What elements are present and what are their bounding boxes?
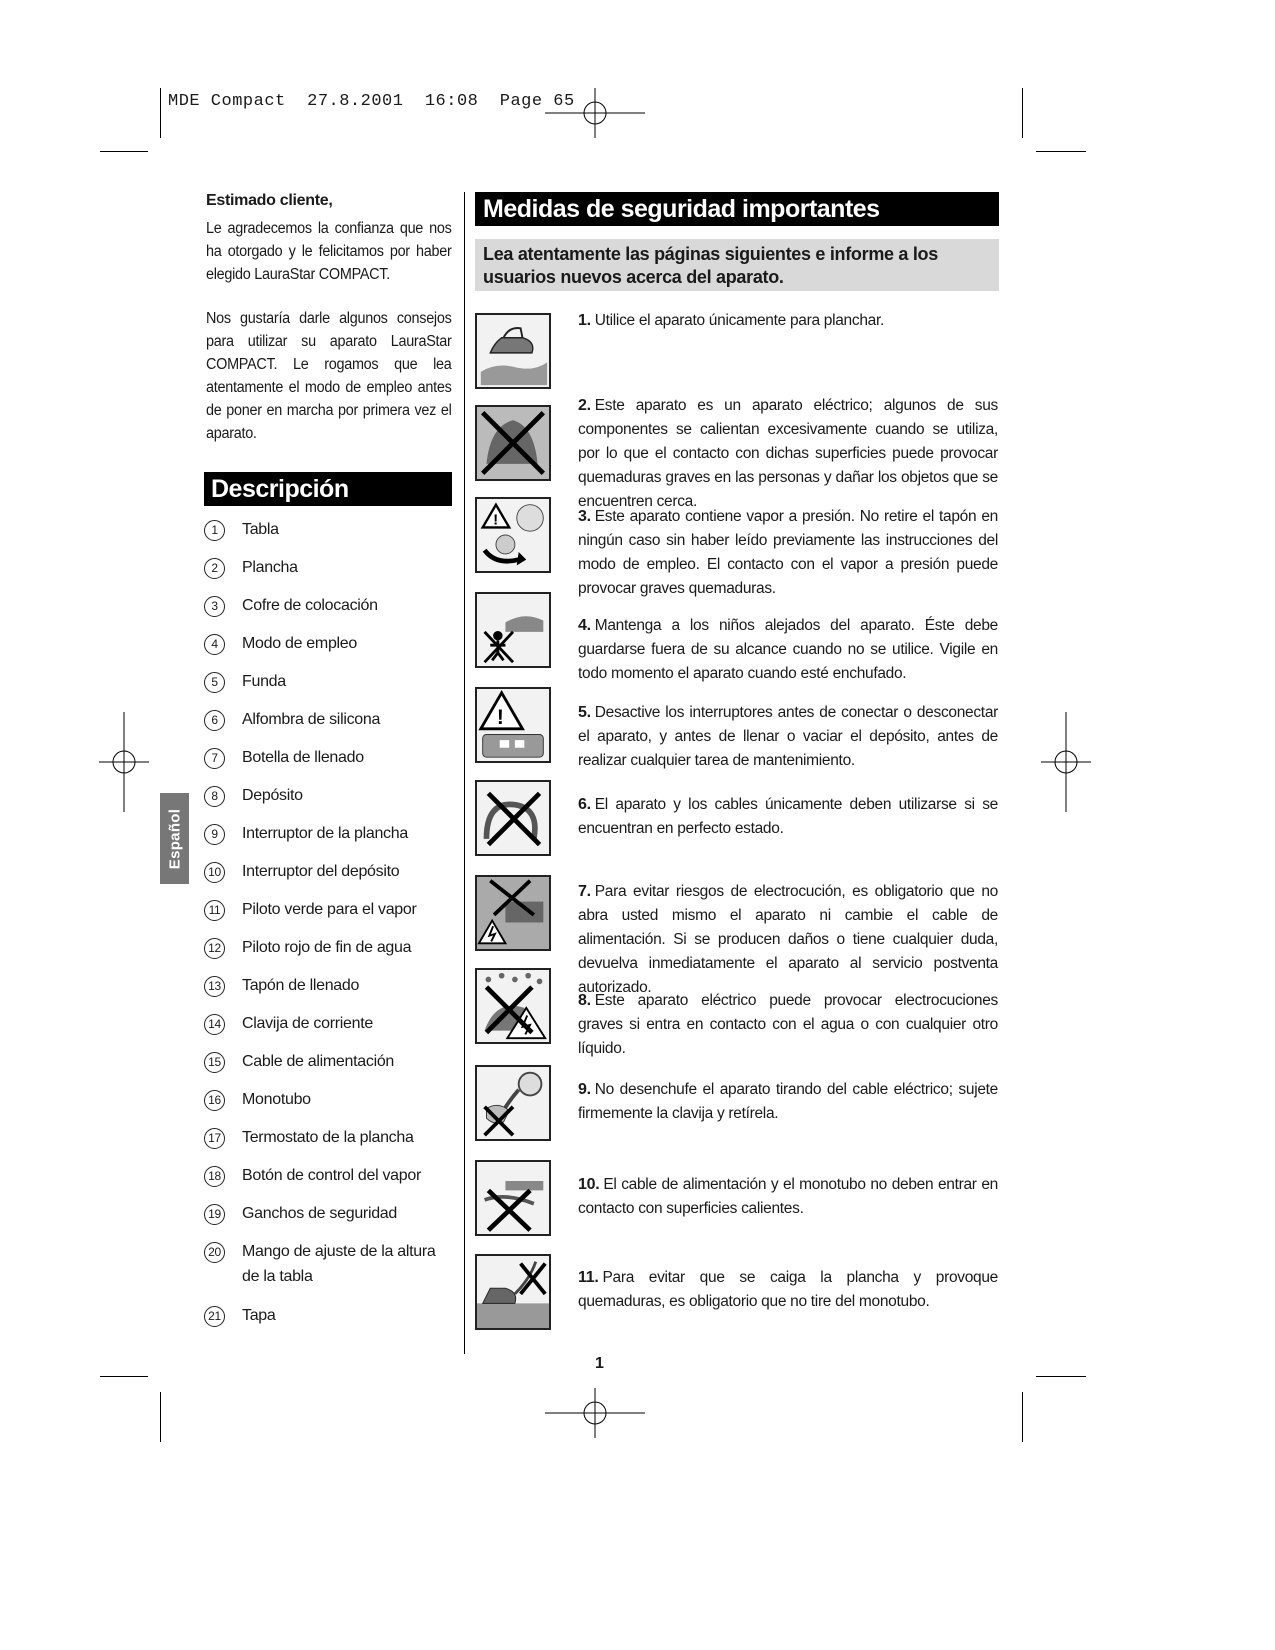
- item-number: 4: [204, 634, 225, 655]
- list-item: [204, 596, 442, 618]
- crop-mark: [1036, 1376, 1086, 1377]
- item-label: Piloto rojo de fin de agua: [242, 939, 412, 956]
- damaged-cable-prohibited-icon: [475, 780, 551, 856]
- registration-mark-icon: [1041, 712, 1091, 812]
- item-label: Funda: [242, 673, 286, 690]
- item-number: 14: [204, 1014, 225, 1035]
- registration-mark-icon: [545, 1388, 645, 1438]
- safety-item: [578, 309, 998, 333]
- item-number: 1: [204, 520, 225, 541]
- safety-item: [578, 701, 998, 773]
- safety-item: [578, 793, 998, 841]
- list-item: [204, 786, 442, 808]
- crop-mark: [1036, 151, 1086, 152]
- item-number: 7: [204, 748, 225, 769]
- item-label: Botón de control del vapor: [242, 1167, 421, 1184]
- item-number: 13: [204, 976, 225, 997]
- list-item: [204, 976, 442, 998]
- item-text: El aparato y los cables únicamente deben utilizarse si se encuentran en perfecto estado.: [578, 796, 998, 837]
- item-label: Cofre de colocación: [242, 597, 378, 614]
- item-text: Este aparato contiene vapor a presión. No retire el tapón en ningún caso sin haber leído previamente las instrucciones del modo de empleo. El contacto con el vapor a presión puede provocar graves quemaduras.: [578, 508, 998, 597]
- svg-text:!: !: [496, 706, 504, 730]
- item-label: Monotubo: [242, 1091, 311, 1108]
- safety-subheading: Lea atentamente las páginas siguientes e informe a los usuarios nuevos acerca del aparato.: [475, 239, 999, 291]
- item-number: 3: [204, 596, 225, 617]
- item-number: 9: [204, 824, 225, 845]
- registration-mark-icon: [545, 88, 645, 138]
- column-divider: [464, 192, 465, 1354]
- item-text: No desenchufe el aparato tirando del cable eléctrico; sujete firmemente la clavija y retírela.: [578, 1081, 998, 1122]
- item-number: 16: [204, 1090, 225, 1111]
- electrocution-risk-icon: [475, 875, 551, 951]
- cable-hot-surface-prohibited-icon: [475, 1160, 551, 1236]
- list-item: [204, 520, 442, 542]
- item-label: Clavija de corriente: [242, 1015, 373, 1032]
- item-number: 1.: [578, 312, 591, 329]
- svg-text:!: !: [493, 511, 499, 529]
- item-number: 8.: [578, 992, 591, 1009]
- registration-mark-icon: [99, 712, 149, 812]
- list-item: [204, 634, 442, 656]
- item-number: 9.: [578, 1081, 591, 1098]
- list-item: [204, 1306, 442, 1328]
- safety-heading: Medidas de seguridad importantes: [475, 192, 999, 226]
- safety-item: [578, 614, 998, 686]
- list-item: [204, 1014, 442, 1036]
- item-label: Interruptor de la plancha: [242, 825, 408, 842]
- safety-item: [578, 1173, 998, 1221]
- item-label: Mango de ajuste de la altura de la tabla: [242, 1243, 436, 1285]
- item-number: 10.: [578, 1176, 600, 1193]
- item-text: El cable de alimentación y el monotubo no deben entrar en contacto con superficies calientes.: [578, 1176, 998, 1217]
- crop-mark: [160, 1392, 161, 1442]
- item-text: Para evitar que se caiga la plancha y provoque quemaduras, es obligatorio que no tire del monotubo.: [578, 1269, 998, 1310]
- item-label: Plancha: [242, 559, 298, 576]
- item-number: 5.: [578, 704, 591, 721]
- item-number: 6.: [578, 796, 591, 813]
- item-label: Piloto verde para el vapor: [242, 901, 417, 918]
- hot-surface-prohibited-icon: [475, 405, 551, 481]
- safety-item: [578, 880, 998, 1000]
- item-number: 15: [204, 1052, 225, 1073]
- list-item: [204, 1166, 442, 1188]
- safety-item: [578, 1266, 998, 1314]
- list-item: [204, 1090, 442, 1112]
- item-number: 7.: [578, 883, 591, 900]
- unplug-by-cable-prohibited-icon: [475, 1065, 551, 1141]
- item-text: Este aparato eléctrico puede provocar electrocuciones graves si entra en contacto con el agua o con cualquier otro líquido.: [578, 992, 998, 1057]
- item-label: Botella de llenado: [242, 749, 364, 766]
- item-number: 4.: [578, 617, 591, 634]
- safety-item: [578, 505, 998, 601]
- list-item: [204, 1052, 442, 1074]
- switch-off-warning-icon: [475, 687, 551, 763]
- safety-item: [578, 394, 998, 514]
- language-tab-label: Español: [166, 808, 183, 869]
- item-text: Mantenga a los niños alejados del aparato. Éste debe guardarse fuera de su alcance cuando no se utilice. Vigile en todo momento el aparato cuando esté enchufado.: [578, 617, 998, 682]
- crop-mark: [100, 151, 148, 152]
- item-label: Depósito: [242, 787, 303, 804]
- list-item: [204, 710, 442, 732]
- item-text: Desactive los interruptores antes de conectar o desconectar el aparato, y antes de llenar o vaciar el depósito, antes de realizar cualquier tarea de mantenimiento.: [578, 704, 998, 769]
- intro-paragraph: Le agradecemos la confianza que nos ha otorgado y le felicitamos por haber elegido LauraStar COMPACT.: [206, 220, 452, 283]
- page-number: 1: [595, 1355, 604, 1372]
- safety-item: [578, 1078, 998, 1126]
- crop-mark: [100, 1376, 148, 1377]
- iron-on-board-icon: [475, 313, 551, 389]
- crop-mark: [1022, 1392, 1023, 1442]
- list-item: [204, 1204, 442, 1226]
- keep-away-children-icon: [475, 592, 551, 668]
- pull-monotube-prohibited-icon: [475, 1254, 551, 1330]
- item-number: 12: [204, 938, 225, 959]
- list-item: [204, 824, 442, 846]
- item-number: 8: [204, 786, 225, 807]
- item-label: Cable de alimentación: [242, 1053, 395, 1070]
- crop-mark: [1022, 88, 1023, 138]
- item-label: Tabla: [242, 521, 279, 538]
- list-item: [204, 862, 442, 884]
- water-electric-prohibited-icon: [475, 968, 551, 1044]
- list-item: [204, 938, 442, 960]
- item-label: Termostato de la plancha: [242, 1129, 414, 1146]
- item-number: 3.: [578, 508, 591, 525]
- item-number: 10: [204, 862, 225, 883]
- intro-paragraph: Nos gustaría darle algunos consejos para utilizar su aparato LauraStar COMPACT. Le rogamos que lea atentamente el modo de empleo antes de poner en marcha por primera vez el aparato.: [206, 310, 452, 442]
- item-label: Tapa: [242, 1307, 276, 1324]
- item-text: Utilice el aparato únicamente para planchar.: [594, 312, 884, 329]
- item-number: 11.: [578, 1269, 599, 1286]
- language-tab: [160, 793, 189, 884]
- printer-slug: MDE Compact 27.8.2001 16:08 Page 65: [168, 92, 575, 111]
- item-number: 17: [204, 1128, 225, 1149]
- item-number: 5: [204, 672, 225, 693]
- steam-pressure-warning-icon: [475, 497, 551, 573]
- list-item: [204, 558, 442, 580]
- item-label: Ganchos de seguridad: [242, 1205, 398, 1222]
- item-number: 18: [204, 1166, 225, 1187]
- item-text: Para evitar riesgos de electrocución, es obligatorio que no abra usted mismo el aparato ni cambie el cable de alimentación. Si se producen daños o tiene cualquier duda, devuelva inmediatamente el aparato al servicio postventa autorizado.: [578, 883, 998, 996]
- item-number: 2.: [578, 397, 591, 414]
- list-item: [204, 1128, 442, 1150]
- item-number: 19: [204, 1204, 225, 1225]
- item-text: Este aparato es un aparato eléctrico; algunos de sus componentes se calientan excesivamente cuando se utiliza, por lo que el contacto con dichas superficies puede provocar quemaduras graves en las personas y dañar los objetos que se encuentren cerca.: [578, 397, 998, 510]
- list-item: [204, 748, 442, 770]
- list-item: [204, 900, 442, 922]
- item-label: Interruptor del depósito: [242, 863, 400, 880]
- item-number: 11: [204, 900, 225, 921]
- list-item: [204, 1242, 442, 1289]
- list-item: [204, 672, 442, 694]
- item-number: 21: [204, 1306, 225, 1327]
- intro-title: Estimado cliente,: [206, 192, 333, 209]
- item-label: Tapón de llenado: [242, 977, 360, 994]
- safety-item: [578, 989, 998, 1061]
- item-label: Alfombra de silicona: [242, 711, 381, 728]
- item-label: Modo de empleo: [242, 635, 357, 652]
- item-number: 20: [204, 1242, 225, 1263]
- crop-mark: [160, 88, 161, 138]
- description-heading: Descripción: [204, 472, 452, 506]
- item-number: 2: [204, 558, 225, 579]
- item-number: 6: [204, 710, 225, 731]
